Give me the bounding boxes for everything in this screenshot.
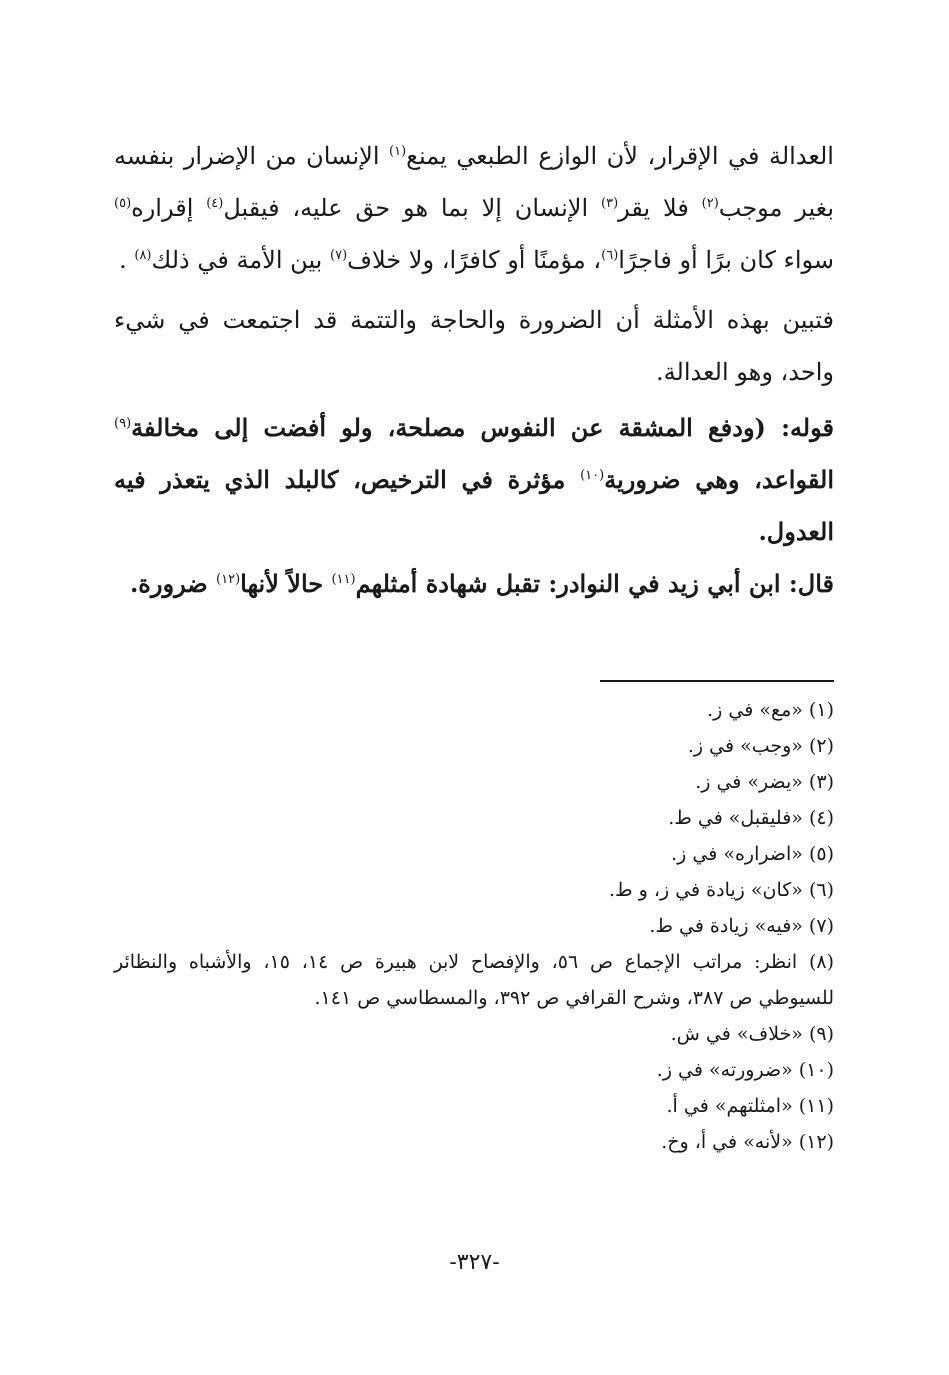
footnote-9: (٩) «خلاف» في ش. xyxy=(670,1023,834,1045)
footnote-ref-10: (١٠) xyxy=(580,468,605,483)
footnote-divider xyxy=(600,680,834,682)
footnote-ref-3: (٣) xyxy=(601,196,619,211)
footnote-1: (١) «مع» في ز. xyxy=(707,699,834,721)
paragraph-2-text: فتبين بهذه الأمثلة أن الضرورة والحاجة والتتمة قد اجتمعت في شيء واحد، وهو العدالة. xyxy=(114,306,834,386)
footnote-ref-4: (٤) xyxy=(206,196,224,211)
paragraph-3-quote xyxy=(114,402,834,558)
footnote-4: (٤) «فليقبل» في ط. xyxy=(668,807,834,829)
paragraph-3-text: قوله: (ودفع المشقة عن النفوس مصلحة، ولو أفضت إلى مخالفة$^{(٩)}$ القواعد، وهي ضرورية$^{(١٠)}$ مؤثرة في الترخيص، كالبلد الذي يتعذر فيه العدول. xyxy=(114,413,834,546)
footnote-8: (٨) انظر: مراتب الإجماع ص ٥٦، والإفصاح لابن هبيرة ص ١٤، ١٥، والأشباه والنظائر للسيوطي ص ٣٨٧، وشرح القرافي ص ٣٩٢، والمسطاسي ص ١٤١. xyxy=(114,951,834,1009)
footnote-ref-7: (٧) xyxy=(330,248,348,263)
footnote-6: (٦) «كان» زيادة في ز، و ط. xyxy=(608,879,834,901)
footnote-2: (٢) «وجب» في ز. xyxy=(687,735,834,757)
paragraph-1 xyxy=(114,130,834,286)
footnote-12: (١٢) «لأنه» في أ، وخ. xyxy=(661,1131,834,1153)
footnote-ref-5: (٥) xyxy=(114,196,132,211)
footnote-ref-8: (٨) xyxy=(134,248,152,263)
footnote-11: (١١) «امثلتهم» في أ. xyxy=(666,1095,834,1117)
paragraph-4-quote xyxy=(114,558,834,610)
footnote-3: (٣) «يضر» في ز. xyxy=(695,771,834,793)
paragraph-1-text: العدالة في الإقرار، لأن الوازع الطبعي يمنع$^{(١)}$ الإنسان من الإضرار بنفسه بغير موجب$^{(٢)}$ فلا يقر$^{(٣)}$ الإنسان إلا بما هو حق عليه، فيقبل$^{(٤)}$ إقراره$^{(٥)}$ سواء كان برًا أو فاجرًا$^{(٦)}$، مؤمنًا أو كافرًا، ولا خلاف$^{(٧)}$ بين الأمة في ذلك$^{(٨)}$ . xyxy=(114,142,835,274)
footnote-5: (٥) «اضراره» في ز. xyxy=(671,843,834,865)
paragraph-2 xyxy=(114,294,834,398)
footnote-10: (١٠) «ضرورته» في ز. xyxy=(656,1059,834,1081)
footnote-ref-6: (٦) xyxy=(601,248,619,263)
footnote-ref-12: (١٢) xyxy=(216,572,241,587)
footnote-ref-11: (١١) xyxy=(331,572,356,587)
paragraph-4-text: قال: ابن أبي زيد في النوادر: تقبل شهادة أمثلهم$^{(١١)}$ حالاً لأنها$^{(١٢)}$ ضرورة. xyxy=(129,569,834,598)
footnote-ref-2: (٢) xyxy=(701,196,719,211)
footnote-ref-9: (٩) xyxy=(114,416,132,431)
page-number: -٣٢٧- xyxy=(449,1250,500,1275)
footnote-7: (٧) «فيه» زيادة في ط. xyxy=(649,915,834,937)
footnote-ref-1: (١) xyxy=(389,144,407,159)
footnotes xyxy=(114,692,834,1160)
